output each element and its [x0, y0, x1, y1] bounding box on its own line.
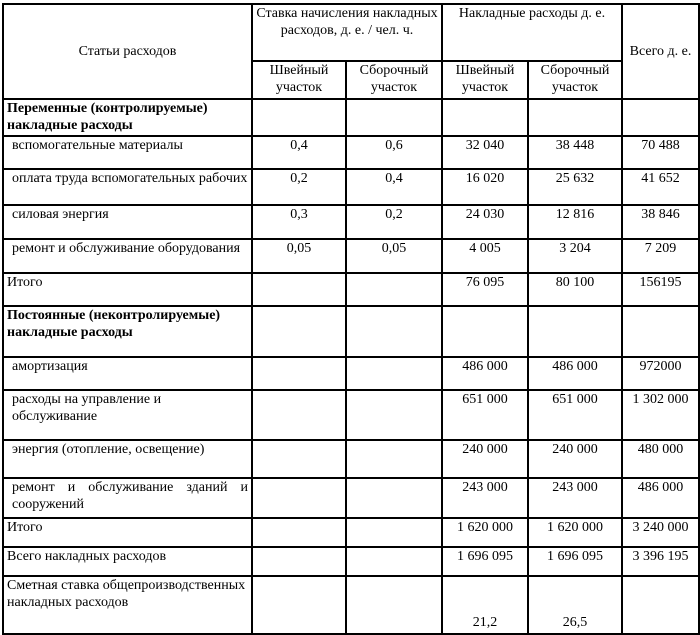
estimated-rate-row	[3, 576, 699, 634]
row-label: оплата труда вспомогательных рабочих	[3, 169, 252, 205]
table-row	[3, 169, 699, 205]
oh-sewing: 32 040	[442, 136, 528, 169]
header-row	[3, 4, 699, 61]
row-label: энергия (отопление, освещение)	[3, 440, 252, 478]
section-title: Переменные (контролируемые) накладные расходы	[3, 99, 252, 136]
oh-assembly: 38 448	[528, 136, 622, 169]
rate-assembly-estimate: 26,5	[528, 576, 622, 634]
header-oh-sewing: Швейный участок	[442, 61, 528, 99]
row-total: 41 652	[622, 169, 699, 205]
row-label: Сметная ставка общепроизводственных накладных расходов	[3, 576, 252, 634]
oh-assembly: 651 000	[528, 390, 622, 440]
row-total: 156195	[622, 273, 699, 306]
rate-sewing: 0,4	[252, 136, 346, 169]
oh-assembly: 243 000	[528, 478, 622, 518]
oh-sewing: 243 000	[442, 478, 528, 518]
oh-sewing: 16 020	[442, 169, 528, 205]
header-total: Всего д. е.	[622, 4, 699, 99]
table-row	[3, 440, 699, 478]
oh-assembly: 3 204	[528, 239, 622, 273]
header-rate-assembly: Сборочный участок	[346, 61, 442, 99]
rate-assembly: 0,05	[346, 239, 442, 273]
row-label: Итого	[3, 518, 252, 547]
row-total: 972000	[622, 357, 699, 390]
row-total: 486 000	[622, 478, 699, 518]
section-title: Постоянные (неконтролируемые) накладные расходы	[3, 306, 252, 357]
header-articles: Статьи расходов	[3, 4, 252, 99]
oh-assembly: 1 696 095	[528, 547, 622, 576]
oh-assembly: 80 100	[528, 273, 622, 306]
section-variable	[3, 99, 699, 136]
oh-sewing: 1 620 000	[442, 518, 528, 547]
oh-sewing: 76 095	[442, 273, 528, 306]
row-label: силовая энергия	[3, 205, 252, 239]
row-label: вспомогательные материалы	[3, 136, 252, 169]
table-row	[3, 136, 699, 169]
rate-sewing: 0,05	[252, 239, 346, 273]
table-row	[3, 239, 699, 273]
row-label: расходы на управление и обслуживание	[3, 390, 252, 440]
rate-sewing: 0,3	[252, 205, 346, 239]
rate-assembly: 0,4	[346, 169, 442, 205]
oh-assembly: 12 816	[528, 205, 622, 239]
row-total: 480 000	[622, 440, 699, 478]
rate-assembly: 0,6	[346, 136, 442, 169]
oh-sewing: 24 030	[442, 205, 528, 239]
oh-assembly: 240 000	[528, 440, 622, 478]
oh-assembly: 1 620 000	[528, 518, 622, 547]
header-overhead-group: Накладные расходы д. е.	[442, 4, 622, 61]
grand-total-row	[3, 547, 699, 576]
oh-sewing: 651 000	[442, 390, 528, 440]
overhead-budget-table	[2, 3, 700, 635]
table-row	[3, 357, 699, 390]
section-fixed	[3, 306, 699, 357]
row-label: Итого	[3, 273, 252, 306]
oh-assembly: 25 632	[528, 169, 622, 205]
header-rate-group: Ставка начисления накладных расходов, д. е. / чел. ч.	[252, 4, 442, 61]
row-label: Всего накладных расходов	[3, 547, 252, 576]
rate-assembly: 0,2	[346, 205, 442, 239]
header-rate-sewing: Швейный участок	[252, 61, 346, 99]
row-total: 3 240 000	[622, 518, 699, 547]
row-label: ремонт и обслуживание зданий и сооружений	[3, 478, 252, 518]
row-label: ремонт и обслуживание оборудования	[3, 239, 252, 273]
rate-sewing-estimate: 21,2	[442, 576, 528, 634]
oh-sewing: 486 000	[442, 357, 528, 390]
row-total: 1 302 000	[622, 390, 699, 440]
oh-sewing: 240 000	[442, 440, 528, 478]
table-row	[3, 205, 699, 239]
row-label: амортизация	[3, 357, 252, 390]
row-total: 3 396 195	[622, 547, 699, 576]
row-total: 7 209	[622, 239, 699, 273]
oh-sewing: 1 696 095	[442, 547, 528, 576]
row-total: 38 846	[622, 205, 699, 239]
oh-sewing: 4 005	[442, 239, 528, 273]
row-total: 70 488	[622, 136, 699, 169]
fixed-subtotal-row	[3, 518, 699, 547]
variable-subtotal-row	[3, 273, 699, 306]
rate-sewing: 0,2	[252, 169, 346, 205]
table-row	[3, 478, 699, 518]
header-oh-assembly: Сборочный участок	[528, 61, 622, 99]
table-row	[3, 390, 699, 440]
oh-assembly: 486 000	[528, 357, 622, 390]
